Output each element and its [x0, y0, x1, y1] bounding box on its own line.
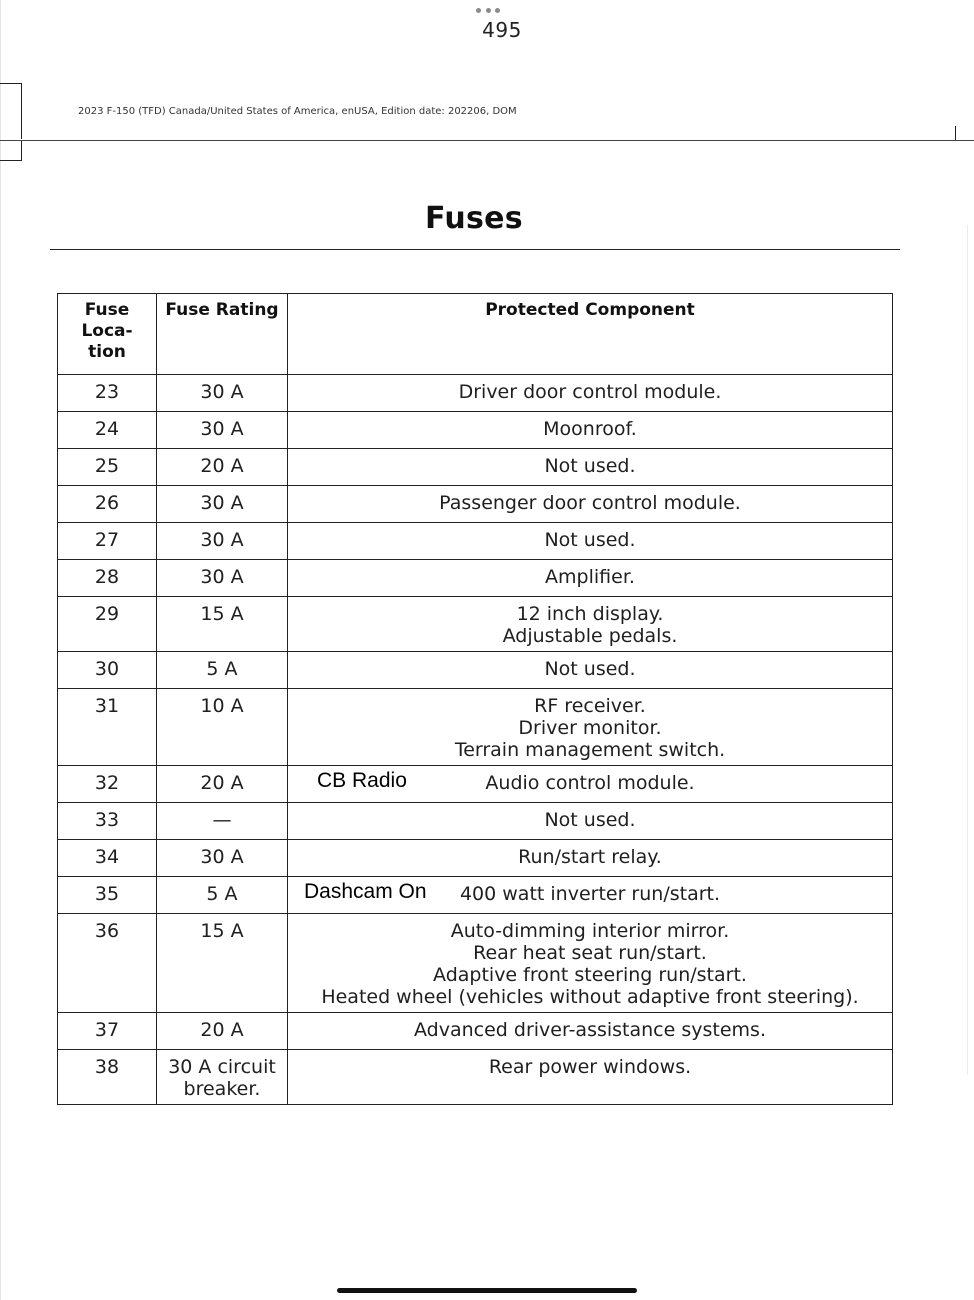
- fuse-location-cell: 36: [58, 914, 157, 1013]
- protected-component-cell: [288, 1013, 893, 1050]
- component-line: Not used.: [544, 658, 636, 680]
- handwritten-annotation: Dashcam On: [304, 880, 427, 903]
- protected-component-cell: [288, 486, 893, 523]
- protected-component-cell: [288, 449, 893, 486]
- fuse-rating-line: 20 A: [200, 455, 244, 477]
- component-line: Rear power windows.: [488, 1056, 692, 1078]
- crop-mark: [0, 83, 22, 84]
- component-line: Not used.: [544, 455, 636, 477]
- component-line: Audio control module.: [485, 772, 695, 794]
- fuse-rating-cell: [157, 689, 288, 766]
- header-fuse-location: Fuse Loca- tion: [58, 294, 157, 375]
- fuse-rating-line: 20 A: [200, 1019, 244, 1041]
- fuse-location-cell: 25: [58, 449, 157, 486]
- table-row: [58, 560, 893, 597]
- fuse-location-cell: 35: [58, 877, 157, 914]
- protected-component-cell: [288, 560, 893, 597]
- protected-component-cell: [288, 412, 893, 449]
- component-line: Rear heat seat run/start.: [473, 942, 707, 964]
- protected-component-cell: [288, 1050, 893, 1105]
- protected-component-cell: [288, 766, 893, 803]
- component-line: Advanced driver-assistance systems.: [414, 1019, 766, 1041]
- fuse-rating-line: —: [212, 809, 232, 831]
- fuse-location-cell: 31: [58, 689, 157, 766]
- fuse-rating-cell: [157, 375, 288, 412]
- page-right-edge: [967, 225, 974, 1075]
- fuse-rating-line: 20 A: [200, 772, 244, 794]
- fuse-rating-cell: [157, 597, 288, 652]
- table-row: [58, 597, 893, 652]
- table-row: [58, 523, 893, 560]
- fuse-rating-cell: [157, 523, 288, 560]
- protected-component-cell: [288, 914, 893, 1013]
- page-number: 495: [482, 18, 522, 42]
- fuse-location-cell: 27: [58, 523, 157, 560]
- table-row: [58, 803, 893, 840]
- component-line: Terrain management switch.: [454, 739, 726, 761]
- fuse-rating-cell: [157, 412, 288, 449]
- table-row: [58, 652, 893, 689]
- component-line: Not used.: [544, 809, 636, 831]
- page-title: Fuses: [425, 201, 523, 236]
- table-row: [58, 914, 893, 1013]
- crop-mark: [21, 141, 22, 161]
- fuse-rating-line: breaker.: [183, 1078, 261, 1100]
- protected-component-cell: [288, 840, 893, 877]
- protected-component-cell: [288, 652, 893, 689]
- protected-component-cell: [288, 523, 893, 560]
- fuse-rating-line: 5 A: [206, 883, 238, 905]
- component-line: Run/start relay.: [518, 846, 662, 868]
- table-row: [58, 766, 893, 803]
- fuse-location-cell: 23: [58, 375, 157, 412]
- protected-component-cell: [288, 689, 893, 766]
- crop-mark: [21, 83, 22, 139]
- fuse-location-cell: 26: [58, 486, 157, 523]
- table-row: [58, 375, 893, 412]
- fuse-location-cell: 24: [58, 412, 157, 449]
- fuse-rating-cell: [157, 1013, 288, 1050]
- fuse-rating-line: 30 A: [200, 566, 244, 588]
- fuse-rating-cell: [157, 803, 288, 840]
- edition-info: 2023 F-150 (TFD) Canada/United States of America, enUSA, Edition date: 202206, DOM: [78, 106, 517, 117]
- fuse-rating-line: 15 A: [200, 603, 244, 625]
- component-line: 400 watt inverter run/start.: [459, 883, 721, 905]
- fuse-rating-line: 10 A: [200, 695, 244, 717]
- protected-component-cell: [288, 375, 893, 412]
- title-rule: [50, 249, 900, 250]
- protected-component-cell: [288, 877, 893, 914]
- table-row: [58, 689, 893, 766]
- fuse-rating-line: 30 A: [200, 418, 244, 440]
- fuse-rating-cell: [157, 766, 288, 803]
- fuse-location-cell: 33: [58, 803, 157, 840]
- handwritten-annotation: CB Radio: [317, 769, 407, 792]
- fuse-location-cell: 37: [58, 1013, 157, 1050]
- fuse-rating-line: 30 A: [200, 381, 244, 403]
- table-row: [58, 840, 893, 877]
- fuse-rating-cell: [157, 877, 288, 914]
- fuse-location-cell: 32: [58, 766, 157, 803]
- fuse-location-cell: 28: [58, 560, 157, 597]
- home-indicator[interactable]: [337, 1288, 637, 1293]
- header-protected-component: Protected Component: [288, 294, 893, 375]
- fuse-location-cell: 38: [58, 1050, 157, 1105]
- component-line: Passenger door control module.: [439, 492, 741, 514]
- fuse-rating-line: 5 A: [206, 658, 238, 680]
- more-options-icon[interactable]: [476, 6, 500, 14]
- table-row: [58, 412, 893, 449]
- fuse-rating-line: 15 A: [200, 920, 244, 942]
- component-line: RF receiver.: [534, 695, 646, 717]
- fuse-rating-cell: [157, 1050, 288, 1105]
- crop-mark: [955, 126, 956, 140]
- component-line: Driver door control module.: [458, 381, 722, 403]
- component-line: Moonroof.: [543, 418, 637, 440]
- fuse-rating-cell: [157, 840, 288, 877]
- fuse-rating-line: 30 A: [200, 846, 244, 868]
- component-line: Driver monitor.: [518, 717, 662, 739]
- component-line: Not used.: [544, 529, 636, 551]
- header-fuse-rating: Fuse Rating: [157, 294, 288, 375]
- fuse-rating-line: 30 A: [200, 492, 244, 514]
- fuse-rating-cell: [157, 652, 288, 689]
- page-left-edge: [0, 0, 1, 1300]
- fuse-location-cell: 29: [58, 597, 157, 652]
- table-row: [58, 1013, 893, 1050]
- fuse-rating-cell: [157, 914, 288, 1013]
- fuse-rating-cell: [157, 486, 288, 523]
- fuse-rating-cell: [157, 560, 288, 597]
- component-line: Auto-dimming interior mirror.: [450, 920, 730, 942]
- fuse-table: [57, 293, 893, 1105]
- protected-component-cell: [288, 803, 893, 840]
- component-line: Adjustable pedals.: [502, 625, 678, 647]
- table-header-row: [58, 294, 893, 375]
- table-row: [58, 1050, 893, 1105]
- fuse-location-cell: 34: [58, 840, 157, 877]
- protected-component-cell: [288, 597, 893, 652]
- table-row: [58, 449, 893, 486]
- fuse-rating-cell: [157, 449, 288, 486]
- crop-mark: [0, 160, 22, 161]
- fuse-rating-line: 30 A: [200, 529, 244, 551]
- table-row: [58, 877, 893, 914]
- component-line: 12 inch display.: [516, 603, 664, 625]
- component-line: Heated wheel (vehicles without adaptive front steering).: [321, 986, 859, 1008]
- component-line: Amplifier.: [545, 566, 635, 588]
- component-line: Adaptive front steering run/start.: [433, 964, 747, 986]
- header-rule: [0, 140, 974, 141]
- fuse-rating-line: 30 A circuit: [168, 1056, 276, 1078]
- table-row: [58, 486, 893, 523]
- fuse-location-cell: 30: [58, 652, 157, 689]
